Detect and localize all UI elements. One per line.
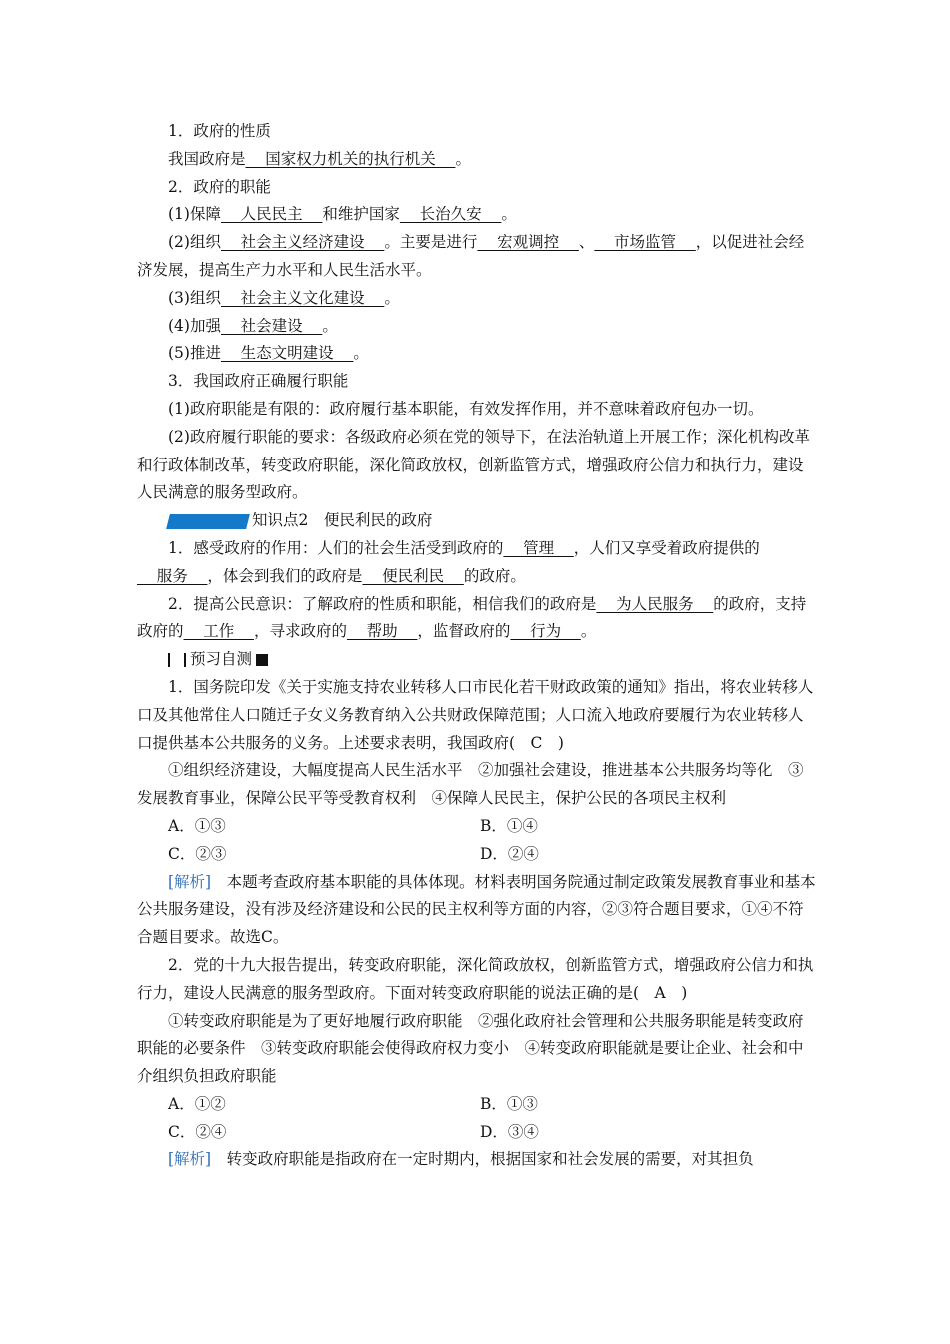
blank-answer: 国家权力机关的执行机关: [245, 149, 456, 168]
perform-para-1: (1)政府职能是有限的：政府履行基本职能，有效发挥作用，并不意味着政府包办一切。: [168, 399, 764, 418]
blank-answer: 生态文明建设: [220, 344, 354, 363]
self-test-heading: [137, 646, 817, 674]
blank-answer: 帮助: [346, 622, 418, 641]
question-1-analysis: [解析] 本题考查政府基本职能的具体体现。材料表明国务院通过制定政策发展教育事业和基本公共服务建设，没有涉及经济建设和公民的民主权利等方面的内容，②③符合题目要求，①④不符合题目要求。故选C。: [137, 872, 816, 947]
question-1-options-row-2: [137, 841, 817, 869]
function-3: (3)组织 社会主义文化建设 。: [168, 288, 400, 307]
blank-answer: 宏观调控: [477, 233, 579, 252]
function-2: (2)组织 社会主义经济建设 。主要是进行 宏观调控 、 市场监管 ，以促进社会经济发展，提高生产力水平和人民生活水平。: [137, 233, 805, 279]
perform-para-2: (2)政府履行职能的要求：各级政府必须在党的领导下，在法治轨道上开展工作；深化机构改革和行政体制改革，转变政府职能，深化简政放权，创新监管方式，增强政府公信力和执行力，建设人民满意的服务型政府。: [137, 427, 810, 502]
blank-answer: 管理: [503, 538, 574, 557]
question-2-options-row-1: [137, 1091, 817, 1119]
blank-answer: 便民利民: [362, 566, 464, 585]
option-c: C．②④: [168, 1122, 227, 1141]
blank-answer: 社会主义文化建设: [220, 288, 385, 307]
analysis-label: [解析]: [168, 1150, 212, 1169]
document-body: [137, 118, 817, 1174]
blank-answer: 工作: [183, 622, 254, 641]
question-2-stem: 2．党的十九大报告提出，转变政府职能，深化简政放权，创新监管方式，增强政府公信力和执行力，建设人民满意的服务型政府。下面对转变政府职能的说法正确的是( A ): [137, 955, 814, 1002]
question-2-items: ①转变政府职能是为了更好地履行政府职能 ②强化政府社会管理和公共服务职能是转变政府职能的必要条件 ③转变政府职能会使得政府权力变小 ④转变政府职能就是要让企业、社会和中介组织负担政府职能: [137, 1011, 804, 1086]
blank-answer: 社会建设: [220, 316, 323, 335]
heading-functions: 2．政府的职能: [168, 177, 271, 196]
option-b: B．①③: [480, 1094, 538, 1113]
blank-answer: 长治久安: [399, 205, 502, 224]
function-1: (1)保障 人民民主 和维护国家 长治久安 。: [168, 205, 517, 224]
knowledge-point-title: 知识点2 便民利民的政府: [252, 511, 433, 530]
blank-answer: 为人民服务: [596, 594, 714, 613]
self-test-title: 预习自测: [190, 650, 253, 669]
kp2-para-1: 1．感受政府的作用：人们的社会生活受到政府的 管理 ，人们又享受着政府提供的 服务 ，体会到我们的政府是 便民利民 的政府。: [137, 538, 760, 585]
blank-answer: 市场监管: [594, 233, 696, 252]
blank-answer: 社会主义经济建设: [220, 233, 385, 252]
question-1-items: ①组织经济建设，大幅度提高人民生活水平 ②加强社会建设，推进基本公共服务均等化 ③发展教育事业，保障公民平等受教育权利 ④保障人民民主，保护公民的各项民主权利: [137, 761, 804, 808]
option-a: A．①②: [168, 1094, 226, 1113]
double-bar-icon: [168, 653, 186, 667]
option-b: B．①④: [480, 816, 538, 835]
function-5: (5)推进 生态文明建设 。: [168, 344, 369, 363]
question-1-options-row-1: [137, 813, 817, 841]
kp2-para-2: 2．提高公民意识：了解政府的性质和职能，相信我们的政府是 为人民服务 的政府，支持政府的 工作 ，寻求政府的 帮助 ，监督政府的 行为 。: [137, 594, 807, 641]
nature-line: 我国政府是 国家权力机关的执行机关 。: [168, 149, 471, 168]
question-2-analysis: [解析] 转变政府职能是指政府在一定时期内，根据国家和社会发展的需要，对其担负: [168, 1150, 754, 1169]
option-d: D．③④: [480, 1122, 539, 1141]
blank-answer: 行为: [510, 622, 581, 641]
blank-answer: 服务: [137, 566, 208, 585]
heading-nature: 1．政府的性质: [168, 122, 271, 140]
option-a: A．①③: [168, 816, 226, 835]
question-2-options-row-2: [137, 1119, 817, 1147]
analysis-label: [解析]: [168, 872, 212, 891]
knowledge-point-banner: [166, 514, 250, 529]
option-c: C．②③: [168, 844, 227, 863]
function-4: (4)加强 社会建设 。: [168, 316, 338, 335]
option-d: D．②④: [480, 844, 539, 863]
black-square-icon: [256, 654, 268, 666]
blank-answer: 人民民主: [220, 205, 323, 224]
knowledge-point-heading: [137, 507, 817, 535]
question-1-stem: 1．国务院印发《关于实施支持农业转移人口市民化若干财政政策的通知》指出，将农业转移人口及其他常住人口随迁子女义务教育纳入公共财政保障范围；人口流入地政府要履行为农业转移人口提供基本公共服务的义务。上述要求表明，我国政府( C ): [137, 677, 814, 752]
heading-perform: 3．我国政府正确履行职能: [168, 372, 349, 391]
